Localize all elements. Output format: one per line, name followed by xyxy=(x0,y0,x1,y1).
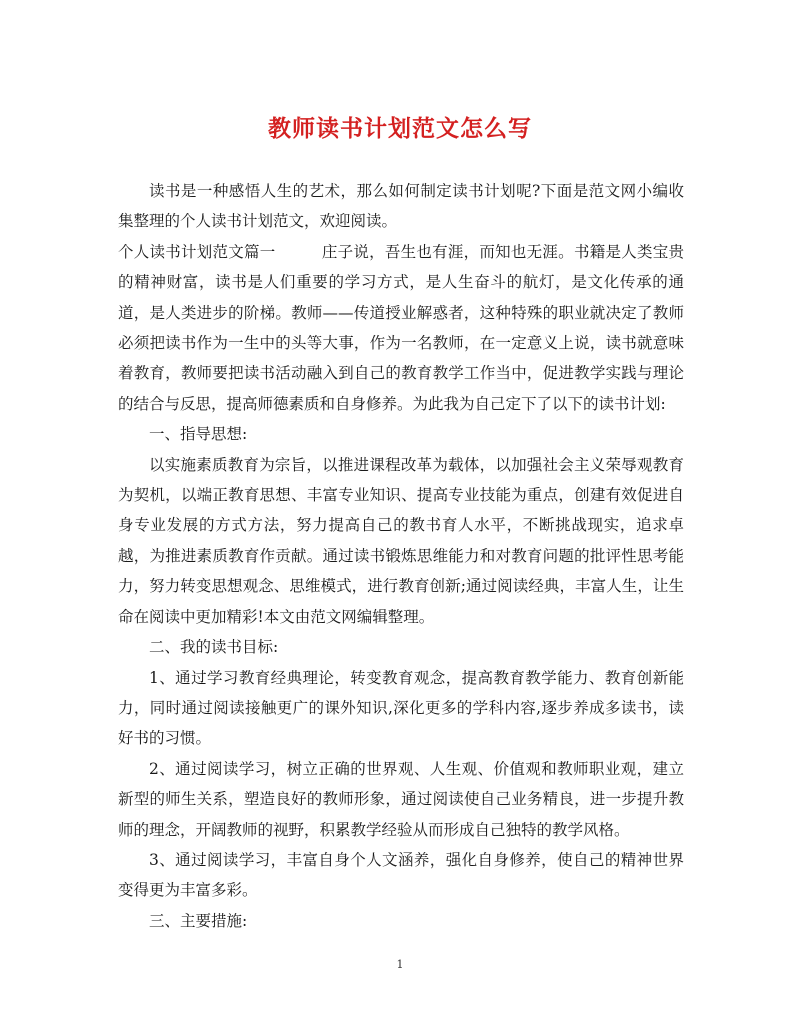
document-body xyxy=(118,176,684,936)
section-label: 个人读书计划范文篇一 xyxy=(118,242,276,261)
goal-1-paragraph: 1、通过学习教育经典理论，转变教育观念，提高教育教学能力、教育创新能力，同时通过阅读接触更广的课外知识,深化更多的学科内容,逐步养成多读书，读好书的习惯。 xyxy=(118,668,684,748)
goal-3-paragraph: 3、通过阅读学习，丰富自身个人文涵养，强化自身修养，使自己的精神世界变得更为丰富多彩。 xyxy=(118,850,684,900)
document-title: 教师读书计划范文怎么写 xyxy=(268,115,532,142)
goal-2-paragraph: 2、通过阅读学习，树立正确的世界观、人生观、价值观和教师职业观，建立新型的师生关系，塑造良好的教师形象，通过阅读使自己业务精良，进一步提升教师的理念，开阔教师的视野，积累教学经验从而形成自己独特的教学风格。 xyxy=(118,759,684,839)
page-number: 1 xyxy=(396,958,404,971)
heading-reading-goals: 二、我的读书目标: xyxy=(149,638,279,657)
section-paragraph xyxy=(118,237,684,419)
guiding-thought-paragraph: 以实施素质教育为宗旨，以推进课程改革为载体，以加强社会主义荣辱观教育为契机，以端正教育思想、丰富专业知识、提高专业技能为重点，创建有效促进自身专业发展的方式方法，努力提高自己的教书育人水平，不断挑战现实，追求卓越，为推进素质教育作贡献。通过读书锻炼思维能力和对教育问题的批评性思考能力，努力转变思想观念、思维模式，进行教育创新;通过阅读经典，丰富人生，让生命在阅读中更加精彩!本文由范文网编辑整理。 xyxy=(118,455,684,626)
intro-paragraph: 读书是一种感悟人生的艺术，那么如何制定读书计划呢?下面是范文网小编收集整理的个人读书计划范文，欢迎阅读。 xyxy=(118,182,684,231)
heading-guiding-thought: 一、指导思想: xyxy=(149,425,248,444)
heading-main-measures: 三、主要措施: xyxy=(149,911,248,930)
section-body: 庄子说，吾生也有涯，而知也无涯。书籍是人类宝贵的精神财富，读书是人们重要的学习方式，是人生奋斗的航灯，是文化传承的通道，是人类进步的阶梯。教师——传道授业解惑者，这种特殊的职业就决定了教师必须把读书作为一生中的头等大事，作为一名教师，在一定意义上说，读书就意味着教育，教师要把读书活动融入到自己的教育教学工作当中，促进教学实践与理论的结合与反思，提高师德素质和自身修养。为此我为自己定下了以下的读书计划: xyxy=(118,242,684,413)
